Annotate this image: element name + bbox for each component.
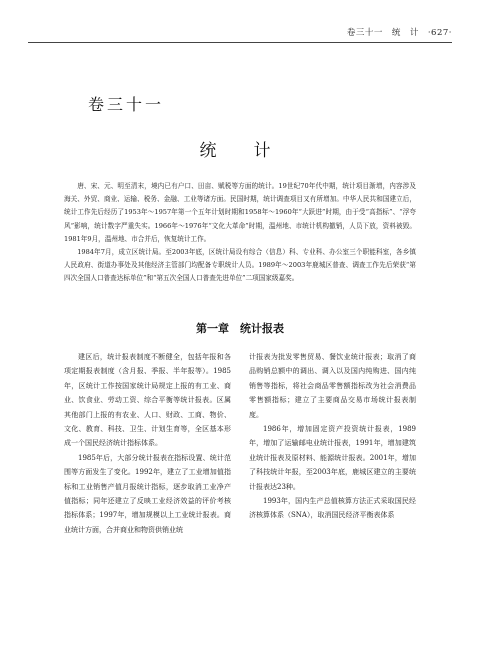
body-paragraph-continuation: 计报表为批发零售贸易、餐饮业统计报表；取消了商品购销总额中的调出、调入以及国内纯购进、国内纯销售等指标，将社会商品零售额指标改为社会消费品零售额指标；建立了主要商品交易市场统计报表制度。	[249, 353, 416, 419]
section-title: 统 计	[199, 141, 281, 161]
body-paragraph: 1993年，国内生产总值核算方法正式采取国民经济核算体系（SNA），取消国民经济平衡表体系	[249, 497, 416, 520]
intro-text	[64, 180, 416, 286]
body-columns	[64, 350, 416, 537]
body-paragraph: 1986年，增加固定资产投资统计报表，1989年，增加了运输邮电业统计报表，1991年，增加建筑业统计报表及原材料、能源统计报表。2001年，增加了科技统计年报，至2003年底，鹿城区建立的主要统计报表达23种。	[249, 425, 416, 491]
chapter-title: 第一章 统计报表	[196, 322, 284, 335]
right-column	[249, 350, 416, 537]
intro-paragraph-1: 唐、宋、元、明至清末，境内已有户口、田亩、赋税等方面的统计。19世纪70年代中期，统计项目渐增，内容涉及海关、外贸、商业、运输、税务、金融、工业等诸方面。民国时期，统计调查项目又有所增加。中华人民共和国建立后，统计工作先后经历了1953年～1957年第一个五年计划时期和1958年～1960年“大跃进”时期，由于受“高指标”、“浮夸风”影响，统计数字严重失实。1966年～1976年“文化大革命”时期，温州地、市统计机构撤销，人员下放，资料被毁。1981年9月，温州地、市合并后，恢复统计工作。	[64, 182, 416, 243]
running-head: 卷三十一 统 计 ·627·	[346, 28, 452, 38]
volume-title: 卷三十一	[88, 95, 165, 114]
body-paragraph: 建区后，统计报表制度不断健全，包括年报和各项定期报表制度（含月报、季报、半年报等）。1985年，区统计工作按国家统计局规定上报的有工业、商业、饮食业、劳动工资、综合平衡等统计报表。区属其他部门上报的有农业、人口、财政、工商、物价、文化、教育、科技、卫生、计划生育等，全区基本形成一个国民经济统计指标体系。	[64, 353, 231, 448]
header-rule	[28, 42, 452, 43]
body-paragraph: 1985年后，大部分统计报表在指标设置、统计范围等方面发生了变化。1992年，建立了工业增加值指标和工业销售产值月报统计指标，逐步取消工业净产值指标；同年还建立了反映工业经济效益的评价考核指标体系；1997年，增加规模以上工业统计报表。商业统计方面，合并商业和物资供销业统	[64, 453, 231, 534]
left-column	[64, 350, 231, 537]
intro-paragraph-2: 1984年7月，成立区统计局。至2003年底，区统计局设有综合（信息）科、专业科、办公室三个职能科室，各乡镇人民政府、街道办事处及其他经济主管部门均配备专职统计人员。1989年～2003年鹿城区普查、调查工作先后荣获“第四次全国人口普查达标单位”和“第五次全国人口普查先进单位”二项国家级嘉奖。	[64, 248, 416, 283]
